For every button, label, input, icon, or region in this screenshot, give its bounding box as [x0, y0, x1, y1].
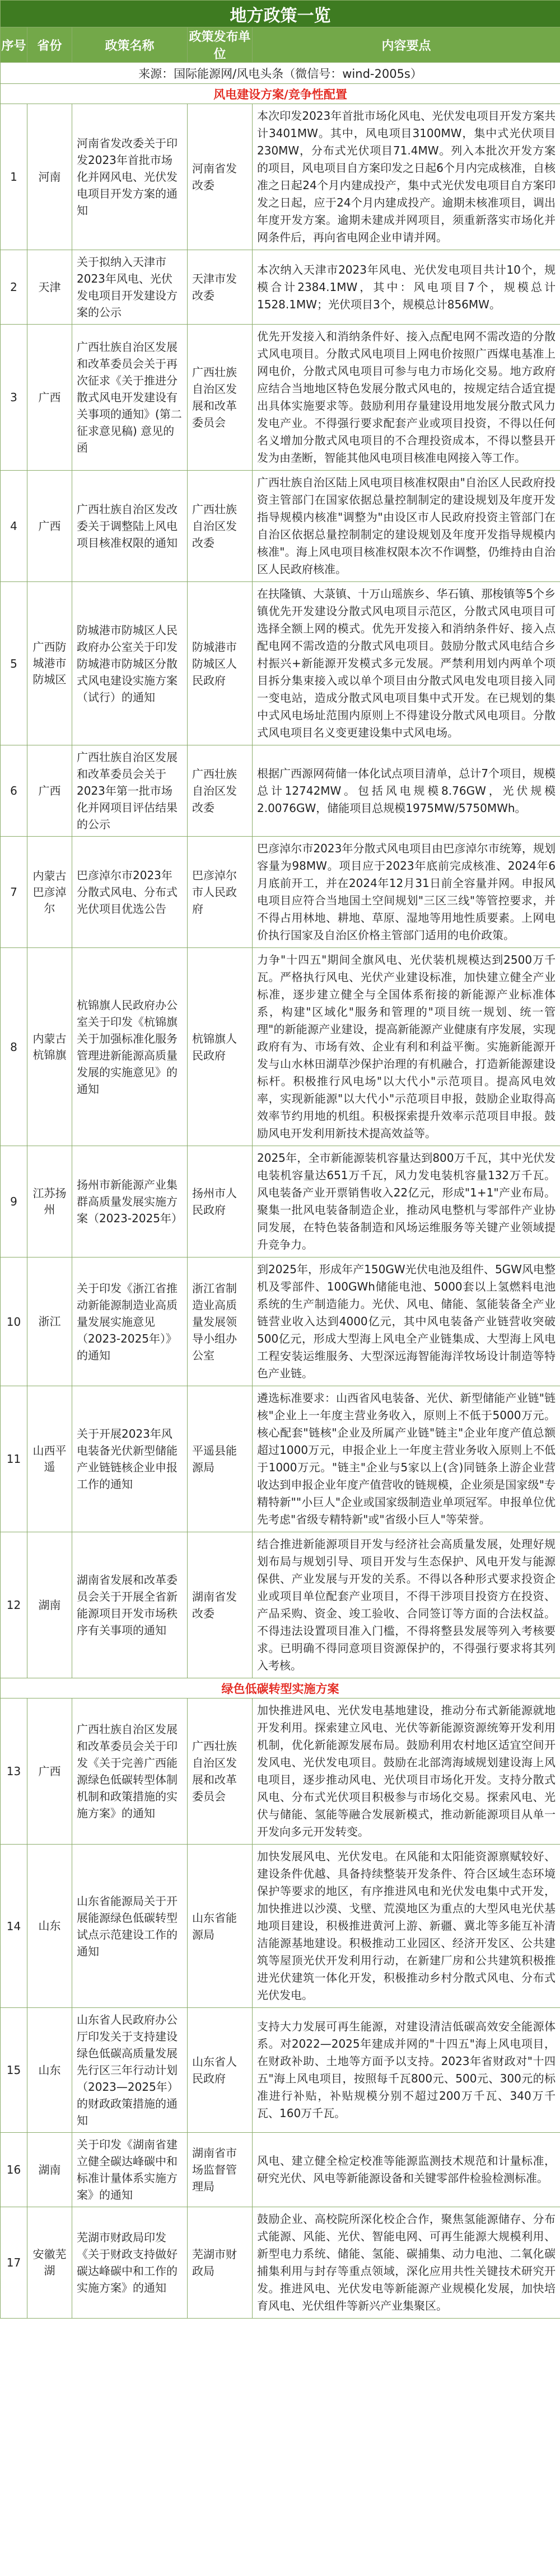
row-number: 4 [1, 471, 27, 582]
col-header-dept: 政策发布单位 [188, 27, 253, 63]
row-dept: 浙江省制造业高质量发展领导小组办公室 [188, 1257, 253, 1386]
row-policy-name: 关于开展2023年风电装备光伏新型储能产业链链核企业申报工作的通知 [72, 1386, 188, 1532]
row-policy-name: 芜湖市财政局印发《关于财政支持做好碳达峰碳中和工作的实施方案》的通知 [72, 2207, 188, 2319]
section-row [1, 1678, 560, 1698]
row-policy-name: 广西壮族自治区发展和改革委员会关于再次征求《关于推进分散式风电开发建设有关事项的通知》(第二征求意见稿) 意见的函 [72, 325, 188, 471]
table-row [1, 1386, 560, 1532]
page-title: 地方政策一览 [1, 1, 560, 27]
source-row [1, 63, 560, 84]
row-province: 山东 [27, 1845, 72, 2008]
row-policy-name: 山东省能源局关于开展能源绿色低碳转型试点示范建设工作的通知 [72, 1845, 188, 2008]
row-province: 广西 [27, 471, 72, 582]
row-number: 14 [1, 1845, 27, 2008]
table-row [1, 104, 560, 250]
row-province: 内蒙古巴彦淖尔 [27, 837, 72, 948]
row-province: 湖南 [27, 2133, 72, 2207]
row-content: 加快推进风电、光伏发电基地建设，推动分布式新能源就地开发利用。探索建立风电、光伏等新能源资源统筹开发利用机制，优化新能源发展布局。鼓励利用农村地区适宜空间开发风电、光伏发电项目。鼓励在北部湾海域规划建设海上风电项目，逐步推动风电、光伏项目市场化开发。支持分散式风电、分布式光伏项目积极参与市场化交易。探索风电、光伏与储能、氢能等融合发展新模式，推动新能源项目从单一开发向多元开发转变。 [253, 1698, 560, 1845]
row-province: 江苏扬州 [27, 1146, 72, 1257]
row-dept: 河南省发改委 [188, 104, 253, 250]
table-row [1, 1845, 560, 2008]
row-policy-name: 防城港市防城区人民政府办公室关于印发防城港市防城区分散式风电建设实施方案（试行）的通知 [72, 582, 188, 745]
row-number: 3 [1, 325, 27, 471]
row-policy-name: 湖南省发展和改革委员会关于开展全省新能源项目开发市场秩序有关事项的通知 [72, 1532, 188, 1678]
row-number: 5 [1, 582, 27, 745]
table-row [1, 250, 560, 325]
col-header-no: 序号 [1, 27, 27, 63]
row-dept: 山东省能源局 [188, 1845, 253, 2008]
title-row [1, 1, 560, 27]
table-row [1, 1532, 560, 1678]
row-dept: 山东省人民政府 [188, 2008, 253, 2133]
header-row [1, 27, 560, 63]
row-dept: 广西壮族自治区发展和改革委员会 [188, 325, 253, 471]
row-content: 本次印发2023年首批市场化风电、光伏发电项目开发方案共计3401MW。其中，风电项目3100MW，集中式光伏项目230MW，分布式光伏项目71.4MW。列入本批次开发方案的项目，风电项目自方案印发之日起6个月内完成核准，自核准之日起24个月内建成投产，集中式光伏发电项目自方案印发之日起，应于24个月内建成投产。逾期未核准项目，调出年度开发方案。逾期未建成并网项目，须重新落实市场化并网条件后，再向省电网企业申请并网。 [253, 104, 560, 250]
row-content: 在扶隆镇、大菉镇、十万山瑶族乡、华石镇、那梭镇等5个乡镇优先开发建设分散式风电项目示范区，分散式风电项目可选择全额上网的模式。优先开发接入和消纳条件好、接入点配电网不需改造的分散式风电项目。鼓励分散式风电结合乡村振兴+新能源开发模式多元发展。严禁利用划内两单个项目拆分集束接入或以单个项目由分散式风电发电项目接入同一变电站，造成分散式风电项目集中式开发。在已规划的集中式风电场址范围内原则上不得建设分散式风电项目。分散式风电项目名义变更建设集中式风电场。 [253, 582, 560, 745]
table-row [1, 2207, 560, 2319]
table-row [1, 1257, 560, 1386]
row-province: 河南 [27, 104, 72, 250]
table-row [1, 325, 560, 471]
row-content: 风电、建立健全检定校准等能源监测技术规范和计量标准，研究光伏、风电等新能源设备和关键零部件检验检测标准。 [253, 2133, 560, 2207]
row-number: 6 [1, 745, 27, 837]
row-province: 广西 [27, 325, 72, 471]
row-content: 2025年，全市新能源装机容量达到800万千瓦，其中光伏发电装机容量达651万千瓦，风力发电装机容量132万千瓦。风电装备产业开票销售收入22亿元，形成"1+1"产业布局。聚集一批风电装备制造企业，推动风电整机与零部件产业协同发展，在特色装备制造和风场运维服务等关键产业领域提升竞争力。 [253, 1146, 560, 1257]
row-content: 力争"十四五"期间全旗风电、光伏装机规模达到2500万千瓦。严格执行风电、光伏产业建设标准，加快建立健全产业标准，逐步建立健全与全国体系衔接的新能源产业标准体系，构建"区域化"服务和管理的"项目统一规划、统一管理"的新能源产业建设，提高新能源产业健康有序发展，实现政府有为、市场有效、企业有利和利益平衡。实施新能源开发与山水林田湖草沙保护治理的有机融合，打造新能源建设标杆。积极推行风电场"以大代小"示范项目。提高风电效率，实现新能源"以大代小"示范项目申报，鼓励企业取得高效率节约用地的机组。积极探索提升效率示范项目申报。鼓励风电开发利用新技术提高效益等。 [253, 948, 560, 1146]
row-province: 广西 [27, 1698, 72, 1845]
row-dept: 杭锦旗人民政府 [188, 948, 253, 1146]
row-content: 鼓励企业、高校院所深化校企合作，聚焦氢能源储存、分布式能源、风能、光伏、智能电网、可再生能源大规模利用、新型电力系统、储能、氢能、碳捕集、动力电池、二氧化碳捕集利用与封存等重点领域，深化应用共性关键技术研究开发。推进风电、光伏发电等新能源产业规模化发展，加快培育风电、光伏组件等新兴产业集聚区。 [253, 2207, 560, 2319]
table-row [1, 471, 560, 582]
row-province: 广西防城港市防城区 [27, 582, 72, 745]
row-dept: 湖南省发改委 [188, 1532, 253, 1678]
row-number: 11 [1, 1386, 27, 1532]
source-note: 来源：国际能源网/风电头条（微信号：wind-2005s） [1, 63, 560, 84]
table-row [1, 582, 560, 745]
table-row [1, 1146, 560, 1257]
row-dept: 扬州市人民政府 [188, 1146, 253, 1257]
row-policy-name: 山东省人民政府办公厅印发关于支持建设绿色低碳高质量发展先行区三年行动计划（2023—2025年）的财政政策措施的通知 [72, 2008, 188, 2133]
row-dept: 广西壮族自治区发改委 [188, 745, 253, 837]
row-province: 内蒙古杭锦旗 [27, 948, 72, 1146]
col-header-content: 内容要点 [253, 27, 560, 63]
row-number: 12 [1, 1532, 27, 1678]
row-dept: 湖南省市场监督管理局 [188, 2133, 253, 2207]
table-row [1, 948, 560, 1146]
row-policy-name: 杭锦旗人民政府办公室关于印发《杭锦旗关于加强标准化服务管理进新能源高质量发展的实施意见》的通知 [72, 948, 188, 1146]
table-row [1, 2008, 560, 2133]
row-policy-name: 巴彦淖尔市2023年分散式风电、分布式光伏项目优选公告 [72, 837, 188, 948]
table-row [1, 837, 560, 948]
row-number: 8 [1, 948, 27, 1146]
row-content: 巴彦淖尔市2023年分散式风电项目由巴彦淖尔市统筹，规划容量为98MW。项目应于2023年底前完成核准、2024年6月底前开工，并在2024年12月31日前全容量并网。申报风电项目应符合当地国土空间规划"三区三线"等管控要求，并不得占用林地、耕地、草原、湿地等用地性质要素。上网电价执行国家及自治区价格主管部门适用的电价政策。 [253, 837, 560, 948]
row-policy-name: 广西壮族自治区发改委关于调整陆上风电项目核准权限的通知 [72, 471, 188, 582]
row-province: 天津 [27, 250, 72, 325]
row-policy-name: 关于拟纳入天津市2023年风电、光伏发电项目开发建设方案的公示 [72, 250, 188, 325]
row-province: 浙江 [27, 1257, 72, 1386]
row-content: 支持大力发展可再生能源，对建设清洁低碳高效安全能源体系。对2022—2025年建成并网的"十四五"海上风电项目，在财政补助、土地等方面予以支持。2023年省财政对"十四五"海上风电项目，按照每千瓦800元、500元、300元的标准进行补贴，补贴规模分别不超过200万千瓦、340万千瓦、160万千瓦。 [253, 2008, 560, 2133]
row-policy-name: 河南省发改委关于印发2023年首批市场化并网风电、光伏发电项目开发方案的通知 [72, 104, 188, 250]
row-province: 湖南 [27, 1532, 72, 1678]
row-number: 1 [1, 104, 27, 250]
row-content: 优先开发接入和消纳条件好、接入点配电网不需改造的分散式风电项目。分散式风电项目上网电价按照广西煤电基准上网电价，分散式风电项目可参与电力市场化交易。地方政府应结合当地地区特色发展分散式风电的，按规定结合适宜提出具体实施要求等。鼓励利用存量建设用地发展分散式风力发电产业。不得强行要求配套产业或项目投资，不得以任何名义增加分散式风电项目的不合理投资成本，不得以整县开发为由垄断，智能其他风电项目核准电网接入等工作。 [253, 325, 560, 471]
section-row [1, 84, 560, 104]
row-number: 17 [1, 2207, 27, 2319]
row-dept: 芜湖市财政局 [188, 2207, 253, 2319]
row-content: 根据广西源网荷储一体化试点项目清单，总计7个项目，规模总计12742MW。包括风电规模8.76GW，光伏规模2.0076GW，储能项目总规模1975MW/5750MWh。 [253, 745, 560, 837]
row-content: 结合推进新能源项目开发与经济社会高质量发展，处理好规划布局与规划引导、项目开发与生态保护、风电开发与能源保供、产业发展与开发的关系。不得以各种形式要求投资企业或项目单位配套产业项目，不得干涉项目投资方在投资、产品采购、资金、竣工验收、合同签订等方面的合法权益。不得违法设置项目准入门槛，不得将整县发展等列入考核要求。已明确不得同意项目资源保护的，不得强行要求将其列入考核。 [253, 1532, 560, 1678]
row-number: 7 [1, 837, 27, 948]
row-content: 遴选标准要求：山西省风电装备、光伏、新型储能产业链"链核"企业上一年度主营业务收入，原则上不低于5000万元。核心配套"链核"企业及所属产业链"链主"企业年度产值总额超过1000万元，申报企业上一年度主营业务收入原则上不低于1000万元。"链主"企业与5家以上(含)同链条上游企业营收达到申报企业年度产值营收的链规模，企业须是国家级"专精特新""小巨人"企业或国家级制造业单项冠军。申报单位优先考虑"省级专精特新"或"省级小巨人"等荣誉。 [253, 1386, 560, 1532]
row-content: 到2025年，形成年产150GW光伏电池及组件、5GW风电整机及零部件、100GWh储能电池、5000套以上氢燃料电池系统的生产制造能力。光伏、风电、储能、氢能装备全产业链营业收入达到4000亿元，其中风电装备产业链营收突破500亿元，形成大型海上风电全产业链集成、大型海上风电工程安装运维服务、大型深远海智能海洋牧场设计制造等特色产业链。 [253, 1257, 560, 1386]
col-header-policy-name: 政策名称 [72, 27, 188, 63]
row-province: 广西 [27, 745, 72, 837]
row-number: 16 [1, 2133, 27, 2207]
row-policy-name: 广西壮族自治区发展和改革委员会关于2023年第一批市场化并网项目评估结果的公示 [72, 745, 188, 837]
row-policy-name: 广西壮族自治区发展和改革委员会关于印发《关于完善广西能源绿色低碳转型体制机制和政策措施的实施方案》的通知 [72, 1698, 188, 1845]
row-dept: 平遥县能源局 [188, 1386, 253, 1532]
row-dept: 广西壮族自治区发改委 [188, 471, 253, 582]
row-dept: 巴彦淖尔市人民政府 [188, 837, 253, 948]
row-content: 广西壮族自治区陆上风电项目核准权限由"自治区人民政府投资主管部门在国家依据总量控制制定的建设规划及年度开发指导规模内核准"调整为"由设区市人民政府投资主管部门在自治区依据总量控制制定的建设规划及年度开发指导规模内核准"。海上风电项目核准权限本次不作调整，仍维持由自治区人民政府核准。 [253, 471, 560, 582]
row-content: 本次纳入天津市2023年风电、光伏发电项目共计10个，规模合计2384.1MW，其中：风电项目7个，规模总计1528.1MW；光伏项目3个，规模总计856MW。 [253, 250, 560, 325]
policy-table-body [1, 84, 560, 2319]
table-row [1, 2133, 560, 2207]
row-province: 山西平遥 [27, 1386, 72, 1532]
row-content: 加快发展风电、光伏发电。在风能和太阳能资源禀赋较好、建设条件优越、具备持续整装开发条件、符合区域生态环境保护等要求的地区，有序推进风电和光伏发电集中式开发，加快推进以沙漠、戈壁、荒漠地区为重点的大型风电光伏基地项目建设，积极推进黄河上游、新疆、冀北等多能互补清洁能源基地建设。积极推动工业园区、经济开发区、公共建筑等屋顶光伏开发利用行动，在新建厂房和公共建筑积极推进光伏建筑一体化开发，积极推动乡村分散式风电、分布式光伏发电。 [253, 1845, 560, 2008]
row-province: 山东 [27, 2008, 72, 2133]
col-header-province: 省份 [27, 27, 72, 63]
row-number: 9 [1, 1146, 27, 1257]
row-number: 2 [1, 250, 27, 325]
section-title: 绿色低碳转型实施方案 [1, 1678, 560, 1698]
row-number: 15 [1, 2008, 27, 2133]
row-policy-name: 扬州市新能源产业集群高质量发展实施方案（2023-2025年） [72, 1146, 188, 1257]
row-policy-name: 关于印发《浙江省推动新能源制造业高质量发展实施意见（2023-2025年）》的通知 [72, 1257, 188, 1386]
row-policy-name: 关于印发《湖南省建立健全碳达峰碳中和标准计量体系实施方案》的通知 [72, 2133, 188, 2207]
table-row [1, 1698, 560, 1845]
table-row [1, 745, 560, 837]
row-number: 13 [1, 1698, 27, 1845]
section-title: 风电建设方案/竞争性配置 [1, 84, 560, 104]
row-dept: 广西壮族自治区发展和改革委员会 [188, 1698, 253, 1845]
row-dept: 天津市发改委 [188, 250, 253, 325]
row-dept: 防城港市防城区人民政府 [188, 582, 253, 745]
row-number: 10 [1, 1257, 27, 1386]
row-province: 安徽芜湖 [27, 2207, 72, 2319]
